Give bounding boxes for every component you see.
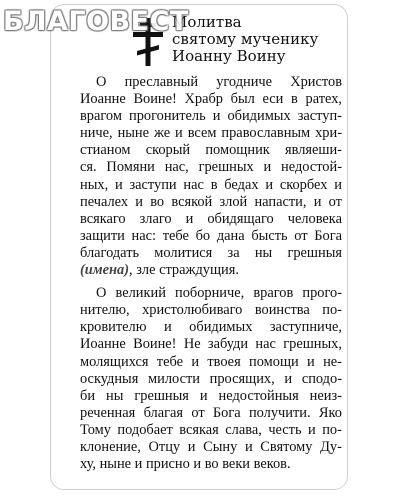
text-line: ных, и заступи нас в бедах и скорбех и (80, 176, 342, 193)
text-line: защити нас: тебе бо дана бысть от Бога (80, 227, 342, 244)
prayer-title (172, 14, 318, 65)
text-line: нителю, христолюбиваго воинства по- (80, 302, 342, 319)
text-fragment: , зле страждущия. (129, 262, 239, 279)
text-line: Тому подобает всякая слава, честь и по- (80, 421, 342, 438)
text-line (80, 262, 342, 279)
text-line: молящихся тебе и твоея помощи и не- (80, 353, 342, 370)
text-line: ху, ныне и присно и во веки веков. (80, 456, 291, 473)
prayer-text (80, 74, 342, 473)
text-line: благодать молитися за ны грешныя (80, 244, 342, 261)
text-line: ся. Помяни нас, грешных и недостой- (80, 159, 342, 176)
names-note: (имена) (80, 262, 130, 279)
text-line: оскудныя милости просящих, и сподо- (80, 370, 342, 387)
title-line-2: святому мученику (172, 30, 319, 48)
text-line: би ны грешныя и недостойныя неиз- (80, 387, 342, 404)
title-line-1: Молитва (172, 13, 242, 31)
text-line: ниче, ныне же и всем православным хри- (80, 125, 342, 142)
text-line: О великий поборниче, врагов прого- (96, 285, 342, 302)
text-line: кровителю и обидимых заступниче, (80, 319, 342, 336)
title-line-3: Иоанну Воину (172, 47, 286, 65)
watermark-logo: БЛАГОВЕСТ (3, 6, 189, 37)
text-line: всякаго злаго и обидящаго человека (80, 210, 342, 227)
text-line: реченная благая от Бога получити. Яко (80, 404, 342, 421)
text-line: врагом прогонитель и обидимых заступ- (80, 108, 342, 125)
text-line: Иоанне Воине! Храбр был еси в ратех, (80, 91, 342, 108)
text-line: клонение, Отцу и Сыну и Святому Ду- (80, 438, 342, 455)
text-line: печалех и во всякой злой напасти, и от (80, 193, 342, 210)
text-line: стианом скорый помощник являеши- (80, 142, 342, 159)
text-line: Иоанне Воине! Не забуди нас грешных, (80, 336, 342, 353)
text-line: О преславный угодниче Христов (96, 74, 342, 90)
